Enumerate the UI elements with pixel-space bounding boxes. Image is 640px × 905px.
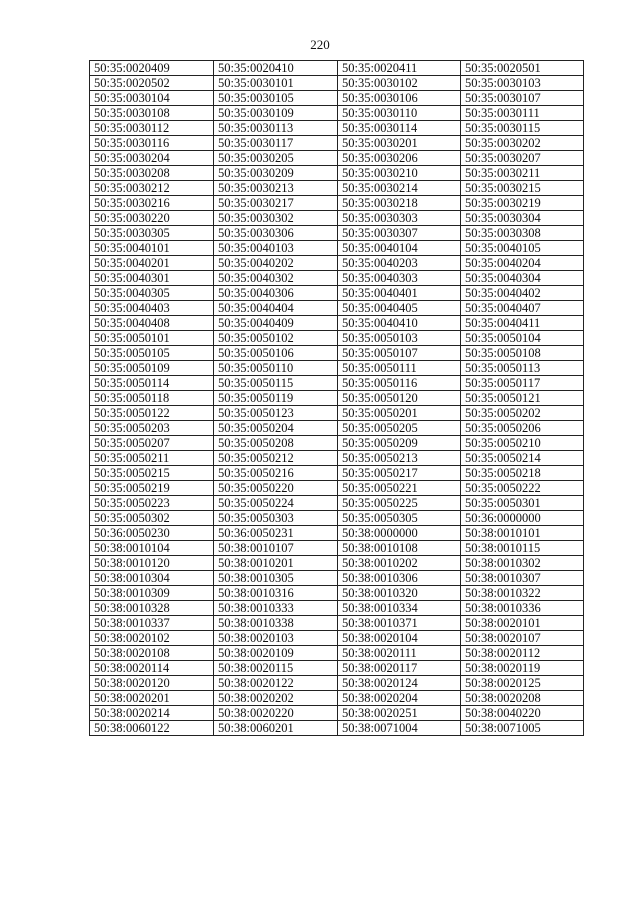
table-cell: 50:38:0010371 xyxy=(338,616,461,631)
table-cell: 50:35:0040105 xyxy=(461,241,584,256)
table-cell: 50:35:0030115 xyxy=(461,121,584,136)
table-cell: 50:35:0050107 xyxy=(338,346,461,361)
table-cell: 50:38:0020107 xyxy=(461,631,584,646)
table-row xyxy=(90,586,584,601)
table-cell: 50:38:0010338 xyxy=(214,616,338,631)
table-row xyxy=(90,526,584,541)
table-cell: 50:35:0040203 xyxy=(338,256,461,271)
table-cell: 50:35:0050208 xyxy=(214,436,338,451)
table-row xyxy=(90,256,584,271)
table-cell: 50:36:0050231 xyxy=(214,526,338,541)
table-body xyxy=(90,61,584,736)
table-cell: 50:35:0050102 xyxy=(214,331,338,346)
table-cell: 50:38:0020204 xyxy=(338,691,461,706)
table-row xyxy=(90,241,584,256)
table-cell: 50:35:0050119 xyxy=(214,391,338,406)
table-cell: 50:35:0040401 xyxy=(338,286,461,301)
table-cell: 50:35:0030113 xyxy=(214,121,338,136)
table-row xyxy=(90,631,584,646)
table-cell: 50:35:0040304 xyxy=(461,271,584,286)
table-cell: 50:35:0030305 xyxy=(90,226,214,241)
table-cell: 50:35:0040404 xyxy=(214,301,338,316)
table-cell: 50:35:0050122 xyxy=(90,406,214,421)
table-row xyxy=(90,331,584,346)
table-row xyxy=(90,616,584,631)
table-row xyxy=(90,226,584,241)
table-row xyxy=(90,541,584,556)
table-cell: 50:38:0020220 xyxy=(214,706,338,721)
table-cell: 50:38:0020109 xyxy=(214,646,338,661)
cadastral-code-table xyxy=(89,60,584,736)
table-cell: 50:35:0050303 xyxy=(214,511,338,526)
table-cell: 50:35:0050201 xyxy=(338,406,461,421)
table-cell: 50:38:0040220 xyxy=(461,706,584,721)
table-cell: 50:35:0030303 xyxy=(338,211,461,226)
table-cell: 50:35:0040201 xyxy=(90,256,214,271)
table-cell: 50:35:0050209 xyxy=(338,436,461,451)
table-cell: 50:35:0050223 xyxy=(90,496,214,511)
table-cell: 50:35:0030104 xyxy=(90,91,214,106)
table-cell: 50:35:0050217 xyxy=(338,466,461,481)
table-row xyxy=(90,721,584,736)
table-cell: 50:35:0030211 xyxy=(461,166,584,181)
table-row xyxy=(90,361,584,376)
table-cell: 50:38:0010334 xyxy=(338,601,461,616)
table-cell: 50:35:0050101 xyxy=(90,331,214,346)
table-cell: 50:38:0020114 xyxy=(90,661,214,676)
table-cell: 50:38:0010108 xyxy=(338,541,461,556)
table-cell: 50:35:0050106 xyxy=(214,346,338,361)
table-cell: 50:35:0030213 xyxy=(214,181,338,196)
table-cell: 50:38:0010115 xyxy=(461,541,584,556)
table-cell: 50:35:0050219 xyxy=(90,481,214,496)
table-cell: 50:35:0050224 xyxy=(214,496,338,511)
table-cell: 50:35:0030107 xyxy=(461,91,584,106)
table-cell: 50:35:0050204 xyxy=(214,421,338,436)
table-cell: 50:35:0030215 xyxy=(461,181,584,196)
table-cell: 50:35:0050305 xyxy=(338,511,461,526)
table-cell: 50:35:0050302 xyxy=(90,511,214,526)
table-cell: 50:38:0020104 xyxy=(338,631,461,646)
table-cell: 50:35:0040410 xyxy=(338,316,461,331)
table-cell: 50:35:0050216 xyxy=(214,466,338,481)
table-row xyxy=(90,466,584,481)
table-cell: 50:38:0060122 xyxy=(90,721,214,736)
table-cell: 50:35:0020502 xyxy=(90,76,214,91)
table-cell: 50:35:0030212 xyxy=(90,181,214,196)
table-cell: 50:35:0040411 xyxy=(461,316,584,331)
table-cell: 50:38:0020102 xyxy=(90,631,214,646)
table-cell: 50:38:0010316 xyxy=(214,586,338,601)
table-cell: 50:35:0050220 xyxy=(214,481,338,496)
table-cell: 50:35:0050213 xyxy=(338,451,461,466)
table-cell: 50:35:0030202 xyxy=(461,136,584,151)
table-cell: 50:36:0000000 xyxy=(461,511,584,526)
table-cell: 50:35:0050206 xyxy=(461,421,584,436)
table-cell: 50:35:0040204 xyxy=(461,256,584,271)
table-cell: 50:38:0010202 xyxy=(338,556,461,571)
table-cell: 50:35:0030208 xyxy=(90,166,214,181)
table-row xyxy=(90,76,584,91)
table-cell: 50:35:0050108 xyxy=(461,346,584,361)
table-cell: 50:38:0060201 xyxy=(214,721,338,736)
table-cell: 50:35:0050211 xyxy=(90,451,214,466)
table-cell: 50:35:0040103 xyxy=(214,241,338,256)
table-cell: 50:35:0050214 xyxy=(461,451,584,466)
table-cell: 50:38:0010104 xyxy=(90,541,214,556)
table-row xyxy=(90,391,584,406)
table-cell: 50:35:0040101 xyxy=(90,241,214,256)
table-row xyxy=(90,406,584,421)
table-cell: 50:35:0030302 xyxy=(214,211,338,226)
table-cell: 50:38:0020111 xyxy=(338,646,461,661)
table-cell: 50:35:0030218 xyxy=(338,196,461,211)
table-cell: 50:38:0010328 xyxy=(90,601,214,616)
table-cell: 50:35:0050203 xyxy=(90,421,214,436)
table-cell: 50:35:0050207 xyxy=(90,436,214,451)
table-cell: 50:38:0010302 xyxy=(461,556,584,571)
table-cell: 50:38:0010107 xyxy=(214,541,338,556)
table-cell: 50:36:0050230 xyxy=(90,526,214,541)
table-cell: 50:38:0010101 xyxy=(461,526,584,541)
table-cell: 50:38:0020208 xyxy=(461,691,584,706)
table-cell: 50:35:0030101 xyxy=(214,76,338,91)
table-cell: 50:35:0030114 xyxy=(338,121,461,136)
table-row xyxy=(90,91,584,106)
table-row xyxy=(90,496,584,511)
table-cell: 50:35:0050212 xyxy=(214,451,338,466)
table-cell: 50:35:0030214 xyxy=(338,181,461,196)
table-cell: 50:38:0010307 xyxy=(461,571,584,586)
table-row xyxy=(90,436,584,451)
table-cell: 50:38:0020120 xyxy=(90,676,214,691)
table-row xyxy=(90,151,584,166)
table-row xyxy=(90,181,584,196)
table-row xyxy=(90,61,584,76)
table-row xyxy=(90,316,584,331)
table-cell: 50:35:0030105 xyxy=(214,91,338,106)
table-cell: 50:35:0050225 xyxy=(338,496,461,511)
table-row xyxy=(90,166,584,181)
table-row xyxy=(90,286,584,301)
table-cell: 50:38:0020201 xyxy=(90,691,214,706)
table-cell: 50:35:0030217 xyxy=(214,196,338,211)
table-cell: 50:38:0020251 xyxy=(338,706,461,721)
table-cell: 50:35:0050115 xyxy=(214,376,338,391)
table-cell: 50:35:0050210 xyxy=(461,436,584,451)
table-cell: 50:38:0071004 xyxy=(338,721,461,736)
table-cell: 50:35:0040408 xyxy=(90,316,214,331)
table-cell: 50:35:0030209 xyxy=(214,166,338,181)
table-cell: 50:35:0030210 xyxy=(338,166,461,181)
table-cell: 50:35:0030106 xyxy=(338,91,461,106)
table-cell: 50:35:0050109 xyxy=(90,361,214,376)
table-cell: 50:38:0020103 xyxy=(214,631,338,646)
table-cell: 50:35:0050215 xyxy=(90,466,214,481)
page-number: 220 xyxy=(310,37,330,52)
table-row xyxy=(90,376,584,391)
table-cell: 50:35:0040405 xyxy=(338,301,461,316)
table-row xyxy=(90,301,584,316)
table-row xyxy=(90,556,584,571)
table-cell: 50:38:0010336 xyxy=(461,601,584,616)
table-cell: 50:35:0050205 xyxy=(338,421,461,436)
table-cell: 50:35:0020410 xyxy=(214,61,338,76)
table-cell: 50:35:0030109 xyxy=(214,106,338,121)
table-cell: 50:35:0050123 xyxy=(214,406,338,421)
table-cell: 50:35:0030102 xyxy=(338,76,461,91)
table-row xyxy=(90,271,584,286)
table-cell: 50:35:0020409 xyxy=(90,61,214,76)
table-cell: 50:35:0020501 xyxy=(461,61,584,76)
table-cell: 50:35:0040301 xyxy=(90,271,214,286)
table-row xyxy=(90,211,584,226)
table-row xyxy=(90,661,584,676)
table-cell: 50:38:0000000 xyxy=(338,526,461,541)
table-row xyxy=(90,421,584,436)
table-cell: 50:35:0050104 xyxy=(461,331,584,346)
table-row xyxy=(90,136,584,151)
table-row xyxy=(90,571,584,586)
table-cell: 50:38:0020202 xyxy=(214,691,338,706)
table-cell: 50:38:0010120 xyxy=(90,556,214,571)
table-cell: 50:35:0030219 xyxy=(461,196,584,211)
table-cell: 50:38:0020115 xyxy=(214,661,338,676)
table-row xyxy=(90,121,584,136)
table-row xyxy=(90,106,584,121)
table-cell: 50:35:0050110 xyxy=(214,361,338,376)
table-cell: 50:35:0050114 xyxy=(90,376,214,391)
table-cell: 50:38:0020125 xyxy=(461,676,584,691)
table-cell: 50:35:0040302 xyxy=(214,271,338,286)
table-cell: 50:35:0050111 xyxy=(338,361,461,376)
table-row xyxy=(90,481,584,496)
table-cell: 50:35:0030112 xyxy=(90,121,214,136)
table-cell: 50:35:0040305 xyxy=(90,286,214,301)
table-cell: 50:35:0030207 xyxy=(461,151,584,166)
table-row xyxy=(90,601,584,616)
table-row xyxy=(90,511,584,526)
table-cell: 50:35:0030108 xyxy=(90,106,214,121)
table-cell: 50:35:0030204 xyxy=(90,151,214,166)
table-cell: 50:35:0030306 xyxy=(214,226,338,241)
table-cell: 50:35:0030220 xyxy=(90,211,214,226)
table-cell: 50:38:0010322 xyxy=(461,586,584,601)
table-cell: 50:35:0020411 xyxy=(338,61,461,76)
table-cell: 50:35:0050105 xyxy=(90,346,214,361)
table-cell: 50:35:0050120 xyxy=(338,391,461,406)
table-cell: 50:35:0040303 xyxy=(338,271,461,286)
table-cell: 50:35:0050117 xyxy=(461,376,584,391)
table-cell: 50:38:0010306 xyxy=(338,571,461,586)
table-cell: 50:35:0030206 xyxy=(338,151,461,166)
table-cell: 50:38:0020112 xyxy=(461,646,584,661)
table-cell: 50:38:0020117 xyxy=(338,661,461,676)
table-cell: 50:35:0050221 xyxy=(338,481,461,496)
table-cell: 50:38:0020124 xyxy=(338,676,461,691)
table-row xyxy=(90,676,584,691)
table-cell: 50:38:0010305 xyxy=(214,571,338,586)
table-cell: 50:35:0050121 xyxy=(461,391,584,406)
table-cell: 50:35:0050113 xyxy=(461,361,584,376)
table-cell: 50:35:0040407 xyxy=(461,301,584,316)
table-cell: 50:38:0010333 xyxy=(214,601,338,616)
table-cell: 50:38:0010309 xyxy=(90,586,214,601)
table-cell: 50:35:0030307 xyxy=(338,226,461,241)
table-row xyxy=(90,196,584,211)
table-cell: 50:35:0050301 xyxy=(461,496,584,511)
table-cell: 50:38:0010201 xyxy=(214,556,338,571)
table-cell: 50:35:0050222 xyxy=(461,481,584,496)
table-cell: 50:35:0050116 xyxy=(338,376,461,391)
table-cell: 50:35:0030117 xyxy=(214,136,338,151)
table-cell: 50:38:0020119 xyxy=(461,661,584,676)
table-cell: 50:38:0071005 xyxy=(461,721,584,736)
table-cell: 50:38:0020122 xyxy=(214,676,338,691)
table-cell: 50:35:0050118 xyxy=(90,391,214,406)
table-cell: 50:35:0030216 xyxy=(90,196,214,211)
table-cell: 50:35:0050218 xyxy=(461,466,584,481)
table-cell: 50:35:0030103 xyxy=(461,76,584,91)
table-cell: 50:35:0050202 xyxy=(461,406,584,421)
table-cell: 50:38:0010337 xyxy=(90,616,214,631)
table-cell: 50:35:0030205 xyxy=(214,151,338,166)
table-cell: 50:35:0030201 xyxy=(338,136,461,151)
table-cell: 50:35:0030304 xyxy=(461,211,584,226)
table-cell: 50:35:0040409 xyxy=(214,316,338,331)
table-cell: 50:35:0030110 xyxy=(338,106,461,121)
table-cell: 50:35:0030308 xyxy=(461,226,584,241)
table-cell: 50:35:0040202 xyxy=(214,256,338,271)
table-cell: 50:35:0030116 xyxy=(90,136,214,151)
table-cell: 50:38:0020214 xyxy=(90,706,214,721)
table-cell: 50:35:0030111 xyxy=(461,106,584,121)
table-cell: 50:35:0040104 xyxy=(338,241,461,256)
table-cell: 50:38:0010320 xyxy=(338,586,461,601)
table-row xyxy=(90,706,584,721)
table-row xyxy=(90,646,584,661)
table-cell: 50:38:0010304 xyxy=(90,571,214,586)
table-row xyxy=(90,691,584,706)
table-cell: 50:38:0020108 xyxy=(90,646,214,661)
table-row xyxy=(90,346,584,361)
table-cell: 50:35:0040402 xyxy=(461,286,584,301)
table-cell: 50:35:0040306 xyxy=(214,286,338,301)
table-cell: 50:35:0050103 xyxy=(338,331,461,346)
table-row xyxy=(90,451,584,466)
table-cell: 50:38:0020101 xyxy=(461,616,584,631)
table-cell: 50:35:0040403 xyxy=(90,301,214,316)
